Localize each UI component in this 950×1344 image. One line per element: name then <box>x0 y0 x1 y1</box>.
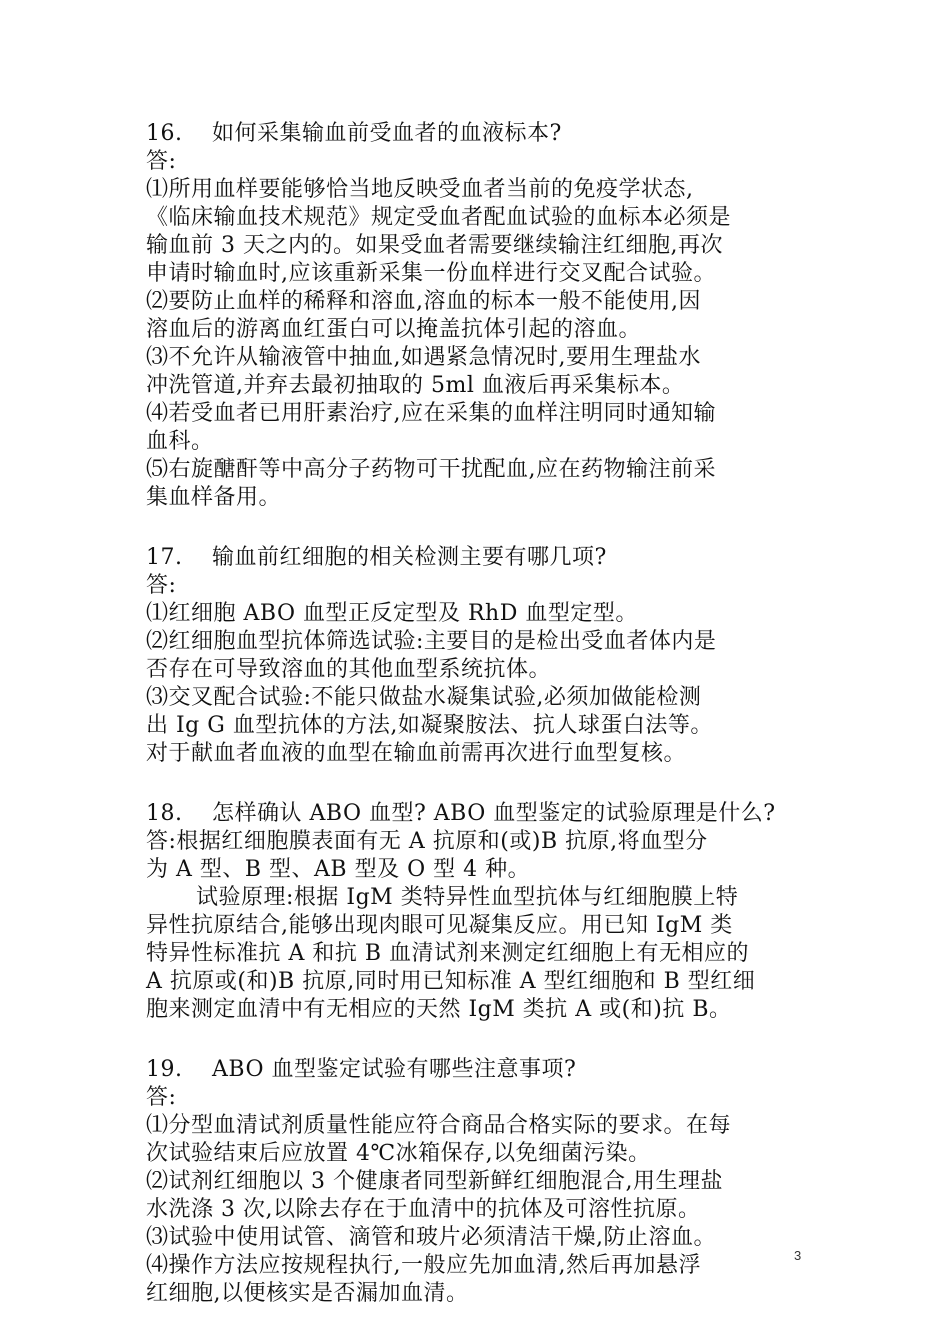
answer-line: ⑴红细胞 ABO 血型正反定型及 RhD 血型定型。 <box>146 601 638 626</box>
answer-line: ⑵红细胞血型抗体筛选试验:主要目的是检出受血者体内是 <box>146 629 717 654</box>
answer-line: 输血前 3 天之内的。如果受血者需要继续输注红细胞,再次 <box>146 233 723 258</box>
question-heading <box>146 1056 810 1084</box>
answer-line: 特异性标准抗 A 和抗 B 血清试剂来测定红细胞上有无相应的 <box>146 941 750 966</box>
answer-line: ⑴分型血清试剂质量性能应符合商品合格实际的要求。在每 <box>146 1113 732 1138</box>
answer-line: 对于献血者血液的血型在输血前需再次进行血型复核。 <box>146 741 687 766</box>
answer-line: ⑶交叉配合试验:不能只做盐水凝集试验,必须加做能检测 <box>146 685 702 710</box>
answer-line: 出 Ig G 血型抗体的方法,如凝聚胺法、抗人球蛋白法等。 <box>146 713 713 738</box>
question-number: 18. <box>146 801 183 826</box>
answer-line: 集血样备用。 <box>146 485 282 510</box>
question-heading <box>146 120 810 148</box>
answer-line: 异性抗原结合,能够出现肉眼可见凝集反应。用已知 IgM 类 <box>146 913 733 938</box>
answer-line: 溶血后的游离血红蛋白可以掩盖抗体引起的溶血。 <box>146 317 642 342</box>
question-heading <box>146 800 810 828</box>
answer-line: 为 A 型、B 型、AB 型及 O 型 4 种。 <box>146 857 531 882</box>
answer-line: 答: <box>146 149 177 174</box>
page-number: 3 <box>794 1248 802 1263</box>
question-text: ABO 血型鉴定试验有哪些注意事项? <box>212 1057 577 1082</box>
question-number: 16. <box>146 121 183 146</box>
question-text: 如何采集输血前受血者的血液标本? <box>212 121 562 146</box>
answer-line: ⑷若受血者已用肝素治疗,应在采集的血样注明同时通知输 <box>146 401 716 426</box>
answer-line: ⑸右旋醣酐等中高分子药物可干扰配血,应在药物输注前采 <box>146 457 716 482</box>
answer-line: 答: <box>146 1085 177 1110</box>
answer-line: 《临床输血技术规范》规定受血者配血试验的血标本必须是 <box>146 205 732 230</box>
question-number: 17. <box>146 545 183 570</box>
question-number: 19. <box>146 1057 183 1082</box>
document-page <box>146 120 810 1340</box>
question-text: 怎样确认 ABO 血型? ABO 血型鉴定的试验原理是什么? <box>212 801 776 826</box>
answer-line: 试验原理:根据 IgM 类特异性血型抗体与红细胞膜上特 <box>196 885 739 910</box>
answer-line: 答:根据红细胞膜表面有无 A 抗原和(或)B 抗原,将血型分 <box>146 829 708 854</box>
answer-line: ⑵试剂红细胞以 3 个健康者同型新鲜红细胞混合,用生理盐 <box>146 1169 723 1194</box>
question-block-17 <box>146 544 810 768</box>
answer-line: 申请时输血时,应该重新采集一份血样进行交叉配合试验。 <box>146 261 716 286</box>
answer-line: 水洗涤 3 次,以除去存在于血清中的抗体及可溶性抗原。 <box>146 1197 701 1222</box>
question-block-16 <box>146 120 810 512</box>
answer-line: 胞来测定血清中有无相应的天然 IgM 类抗 A 或(和)抗 B。 <box>146 997 732 1022</box>
answer-line: ⑶不允许从输液管中抽血,如遇紧急情况时,要用生理盐水 <box>146 345 701 370</box>
answer-line: 红细胞,以便核实是否漏加血清。 <box>146 1281 469 1306</box>
question-heading <box>146 544 810 572</box>
answer-line: 否存在可导致溶血的其他血型系统抗体。 <box>146 657 552 682</box>
answer-line: ⑶试验中使用试管、滴管和玻片必须清洁干燥,防止溶血。 <box>146 1225 716 1250</box>
answer-line: 血科。 <box>146 429 214 454</box>
answer-line: ⑴所用血样要能够恰当地反映受血者当前的免疫学状态, <box>146 177 694 202</box>
answer-line: ⑵要防止血样的稀释和溶血,溶血的标本一般不能使用,因 <box>146 289 701 314</box>
answer-line: ⑷操作方法应按规程执行,一般应先加血清,然后再加悬浮 <box>146 1253 701 1278</box>
question-block-19 <box>146 1056 810 1308</box>
answer-line: 次试验结束后应放置 4℃冰箱保存,以免细菌污染。 <box>146 1141 651 1166</box>
question-block-18 <box>146 800 810 1024</box>
answer-line: 答: <box>146 573 177 598</box>
question-text: 输血前红细胞的相关检测主要有哪几项? <box>212 545 607 570</box>
answer-line: 冲洗管道,并弃去最初抽取的 5ml 血液后再采集标本。 <box>146 373 685 398</box>
answer-line: A 抗原或(和)B 抗原,同时用已知标准 A 型红细胞和 B 型红细 <box>146 969 756 994</box>
